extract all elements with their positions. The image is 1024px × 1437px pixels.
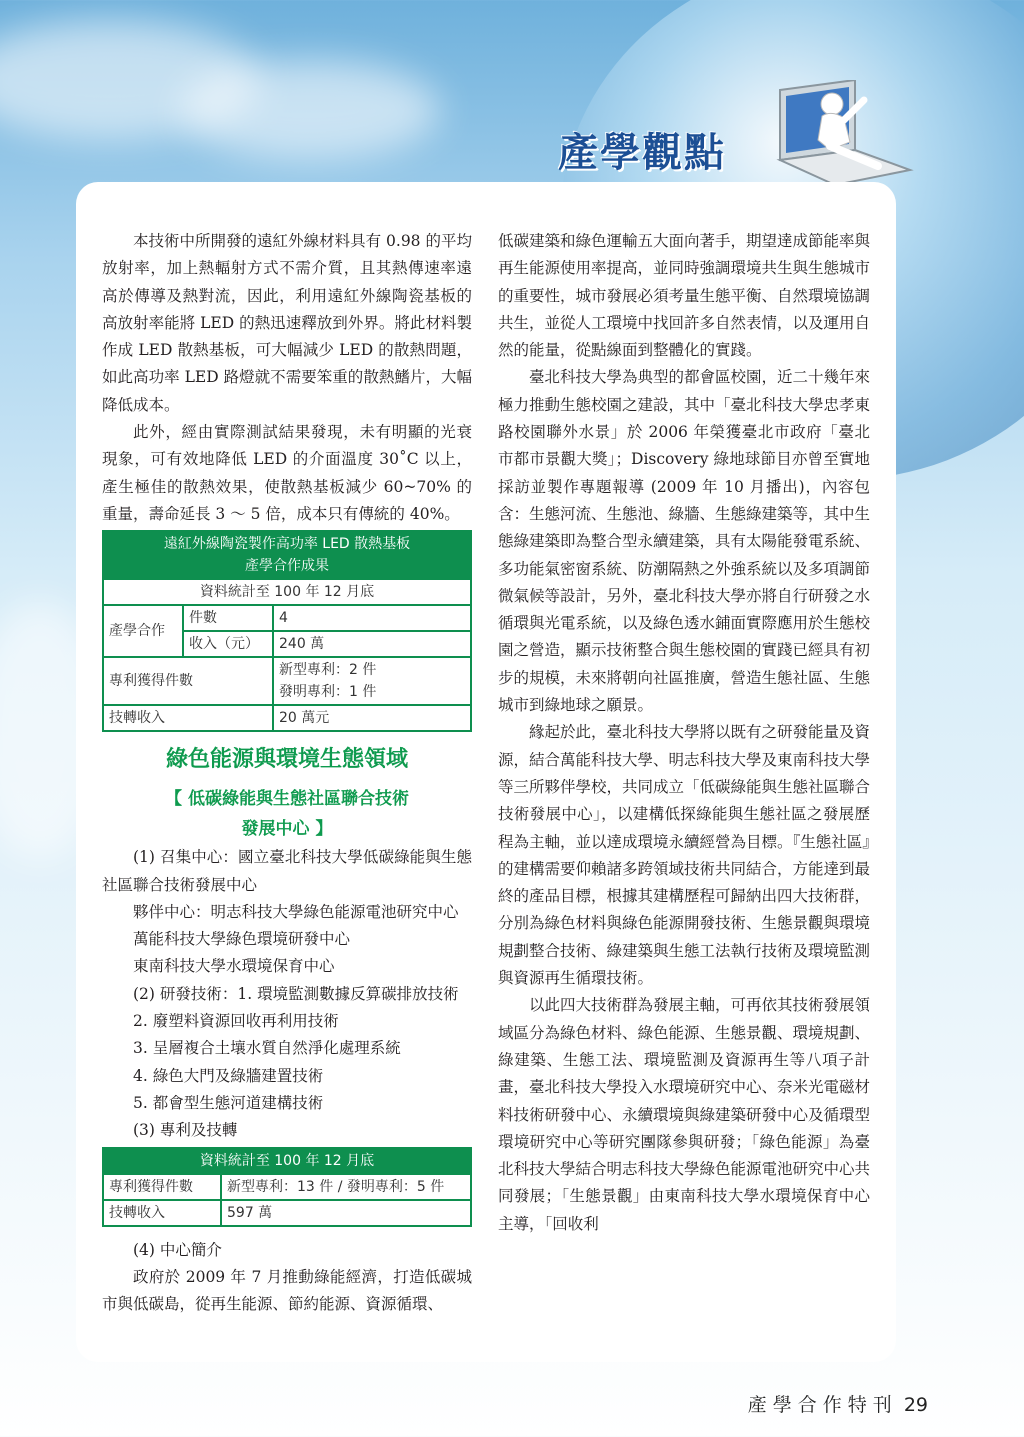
list-item: (3) 專利及技轉 bbox=[133, 1121, 238, 1140]
center-heading-line1: 【 低碳綠能與生態社區聯合技術 bbox=[165, 789, 409, 810]
list-item: 夥伴中心：明志科技大學綠色能源電池研究中心 bbox=[133, 902, 459, 921]
paragraph: 緣起於此，臺北科技大學將以既有之研發能量及資源，結合萬能科技大學、明志科技大學及東南科技大學等三所夥伴學校，共同成立「低碳綠能與生態社區聯合技術發展中心」，以建構低探綠能與生態社區之發展歷程為主軸，並以達成環境永續經營為目標。『生態社區』的建構需要仰賴諸多跨領域技術共同結合，方能達到最終的產品目標，根據其建構歷程可歸納出四大技術群，分別為綠色材料與綠色能源開發技術、生態景觀與環境規劃整合技術、綠建築與生態工法執行技術及環境監測與資源再生循環技術。 bbox=[498, 723, 871, 988]
paragraph: 低碳建築和綠色運輸五大面向著手，期望達成節能率與再生能源使用率提高，並同時強調環境共生與生態城市的重要性，城市發展必須考量生態平衡、自然環境協調共生，並從人工環境中找回許多自然表情，以及運用自然的能量，從點線面到整體化的實踐。 bbox=[498, 232, 871, 360]
field-heading: 綠色能源與環境生態領域 bbox=[165, 747, 408, 773]
paragraph: 本技術中所開發的遠紅外線材料具有 0.98 的平均放射率，加上熱輻射方式不需介質，且其熱傳速率遠高於傳導及熱對流，因此，利用遠紅外線陶瓷基板的高放射率能將 LED 的熱迅速釋放到外界。將此材料製作成 LED 散熱基板，可大幅減少 LED 的散熱問題，如此高功率 LED 路燈就不需要笨重的散熱鰭片，大幅降低成本。 bbox=[102, 232, 472, 414]
table-title: 遠紅外線陶瓷製作高功率 LED 散熱基板 產學合作成果 bbox=[103, 531, 471, 579]
list-item: (1) 召集中心：國立臺北科技大學低碳綠能與生態社區聯合技術發展中心 bbox=[102, 848, 472, 894]
table-cell: 新型專利：2 件 發明專利：1 件 bbox=[273, 657, 471, 705]
table-cell: 240 萬 bbox=[273, 631, 471, 657]
list-item: 3. 呈層複合土壤水質自然淨化處理系統 bbox=[133, 1039, 401, 1058]
table-cell: 件數 bbox=[183, 605, 273, 631]
center-heading-line2: 發展中心 】 bbox=[241, 819, 333, 840]
table-cell: 新型專利：13 件 / 發明專利：5 件 bbox=[221, 1174, 471, 1200]
table-cell: 技轉收入 bbox=[103, 1200, 221, 1226]
list-item: 東南科技大學水環境保育中心 bbox=[133, 957, 335, 976]
table-cell: 597 萬 bbox=[221, 1200, 471, 1226]
paragraph: 臺北科技大學為典型的都會區校園，近二十幾年來極力推動生態校園之建設，其中「臺北科技大學忠孝東路校園聯外水景」於 2006 年榮獲臺北市政府「臺北市都市景觀大獎」；Discovery 綠地球節目亦曾至實地採訪並製作專題報導 (2009 年 10 月播出)，內容包含：生態河流、生態池、綠牆、生態綠建築等，其中生態綠建築即為整合型永續建築，具有太陽能發電系統、多功能氣密窗系統、防潮隔熱之外強系統以及多項調節微氣候等設計，另外，臺北科技大學亦將自行研發之水循環與光電系統，以及綠色透水鋪面實際應用於生態校園之營造，顯示技術整合與生態校園的實踐已經具有初步的規模，未來將朝向社區推廣，營造生態社區、生態城市到綠地球之願景。 bbox=[498, 368, 871, 715]
page-footer bbox=[748, 1390, 928, 1417]
cloud-decoration bbox=[180, 60, 440, 160]
publication-name: 產學合作特刊 bbox=[747, 1394, 898, 1416]
list-item: 4. 綠色大門及綠牆建置技術 bbox=[133, 1066, 324, 1085]
paragraph: 以此四大技術群為發展主軸，可再依其技術發展領域區分為綠色材料、綠色能源、生態景觀、環境規劃、綠建築、生態工法、環境監測及資源再生等八項子計畫，臺北科技大學投入水環境研究中心、奈米光電磁材料技術研發中心、永續環境與綠建築研發中心及循環型環境研究中心等研究團隊參與研發；「綠色能源」為臺北科技大學結合明志科技大學綠色能源電池研究中心共同發展；「生態景觀」由東南科技大學水環境保育中心主導，「回收利 bbox=[498, 996, 871, 1233]
table-cell: 技轉收入 bbox=[103, 705, 273, 731]
list-item: (4) 中心簡介 bbox=[133, 1240, 222, 1259]
list-item: 2. 廢塑料資源回收再利用技術 bbox=[133, 1012, 339, 1031]
results-table bbox=[102, 530, 472, 732]
laptop-figure-illustration bbox=[760, 80, 920, 190]
list-item: 萬能科技大學綠色環境研發中心 bbox=[133, 930, 351, 949]
table-stat-date: 資料統計至 100 年 12 月底 bbox=[103, 579, 471, 605]
paragraph: 此外，經由實際測試結果發現，未有明顯的光衰現象，可有效地降低 LED 的介面溫度 30˚C 以上，產生極佳的散熱效果，使散熱基板減少 60~70% 的重量，壽命延長 3 ～ 5 倍，成本只有傳統的 40%。 bbox=[102, 423, 472, 523]
left-column bbox=[102, 228, 472, 1318]
table-cell: 4 bbox=[273, 605, 471, 631]
patent-table bbox=[102, 1147, 472, 1227]
section-title: 產學觀點 bbox=[558, 130, 726, 176]
table-cell: 20 萬元 bbox=[273, 705, 471, 731]
list-item: 5. 都會型生態河道建構技術 bbox=[133, 1093, 324, 1112]
table-cell: 收入（元） bbox=[183, 631, 273, 657]
right-column bbox=[498, 228, 870, 1238]
table-stat-date: 資料統計至 100 年 12 月底 bbox=[103, 1148, 471, 1174]
table-cell: 專利獲得件數 bbox=[103, 1174, 221, 1200]
page-number: 29 bbox=[903, 1394, 928, 1416]
list-item: (2) 研發技術：1. 環境監測數據反算碳排放技術 bbox=[133, 984, 459, 1003]
table-cell: 專利獲得件數 bbox=[103, 657, 273, 705]
table-cell: 產學合作 bbox=[103, 605, 183, 657]
paragraph: 政府於 2009 年 7 月推動綠能經濟，打造低碳城市與低碳島，從再生能源、節約能源、資源循環、 bbox=[102, 1267, 472, 1314]
